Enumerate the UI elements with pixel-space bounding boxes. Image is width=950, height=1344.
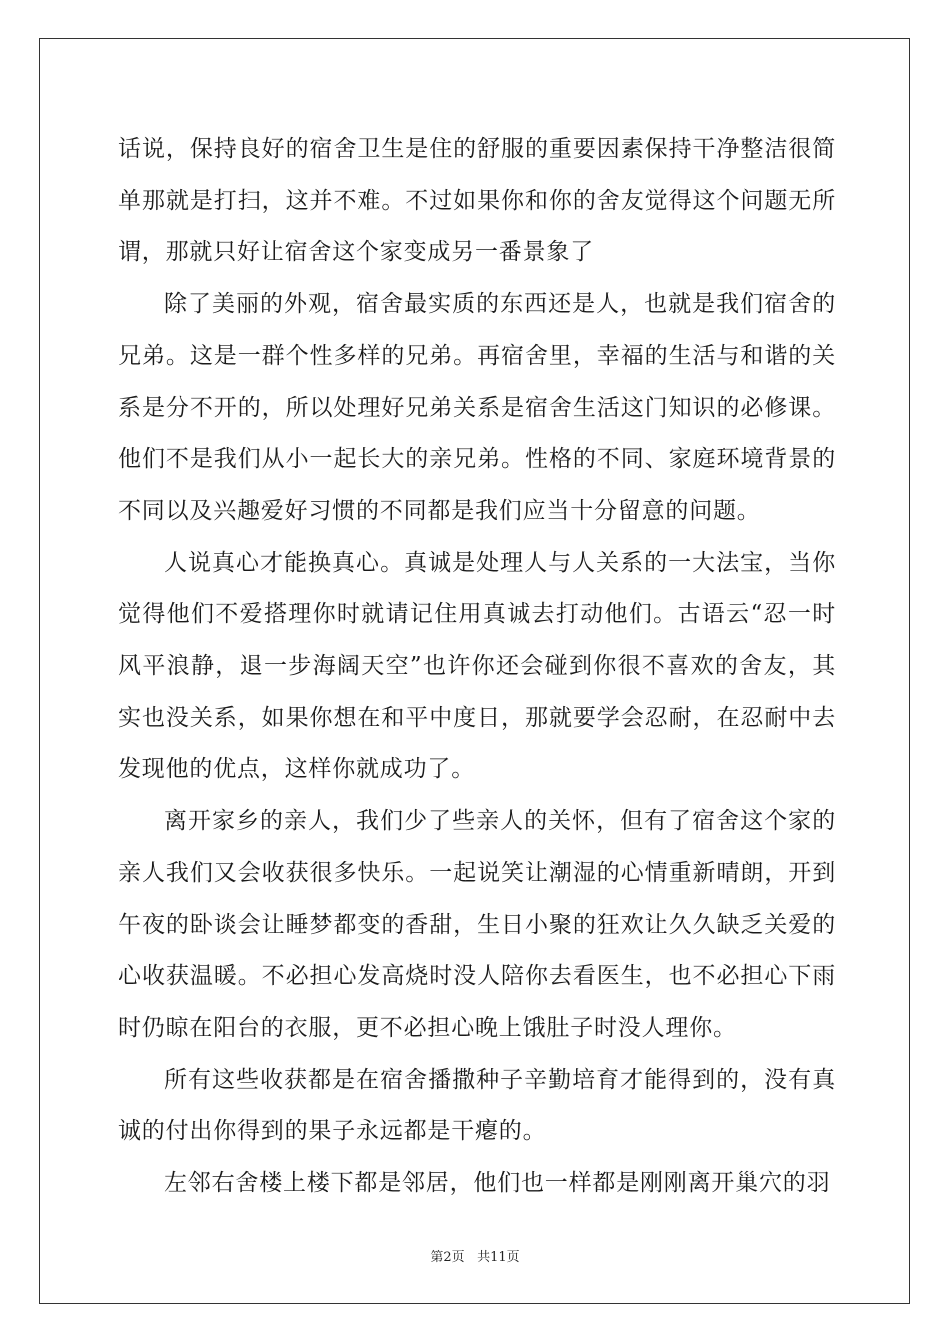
paragraph-6: 左邻右舍楼上楼下都是邻居，他们也一样都是刚刚离开巢穴的羽 [164,1170,831,1197]
paragraph-3: 人说真心才能换真心。真诚是处理人与人关系的一大法宝，当你觉得他们不爱搭理你时就请记住用真诚去打动他们。古语云“忍一时风平浪静，退一步海阔天空”也许你还会碰到你很不喜欢的舍友，其实也没关系，如果你想在和平中度日，那就要学会忍耐，在忍耐中去发现他的优点，这样你就成功了。 [118,549,836,783]
paragraph-4: 离开家乡的亲人，我们少了些亲人的关怀，但有了宿舍这个家的亲人我们又会收获很多快乐。一起说笑让潮湿的心情重新晴朗，开到午夜的卧谈会让睡梦都变的香甜，生日小聚的狂欢让久久缺乏关爱的心收获温暖。不必担心发高烧时没人陪你去看医生，也不必担心下雨时仍晾在阳台的衣服，更不必担心晚上饿肚子时没人理你。 [118,808,836,1041]
paragraph-1: 话说，保持良好的宿舍卫生是住的舒服的重要因素保持干净整洁很简单那就是打扫，这并不难。不过如果你和你的舍友觉得这个问题无所谓，那就只好让宿舍这个家变成另一番景象了 [118,136,836,266]
paragraph-5: 所有这些收获都是在宿舍播撒种子辛勤培育才能得到的，没有真诚的付出你得到的果子永远都是干瘪的。 [118,1066,836,1145]
page-number: 第2页 [430,1250,465,1265]
total-pages: 共11页 [477,1250,520,1265]
page-footer [0,1246,950,1265]
paragraph-2: 除了美丽的外观，宿舍最实质的东西还是人，也就是我们宿舍的兄弟。这是一群个性多样的兄弟。再宿舍里，幸福的生活与和谐的关系是分不开的，所以处理好兄弟关系是宿舍生活这门知识的必修课。他们不是我们从小一起长大的亲兄弟。性格的不同、家庭环境背景的不同以及兴趣爱好习惯的不同都是我们应当十分留意的问题。 [118,291,836,524]
document-body [118,124,836,1210]
